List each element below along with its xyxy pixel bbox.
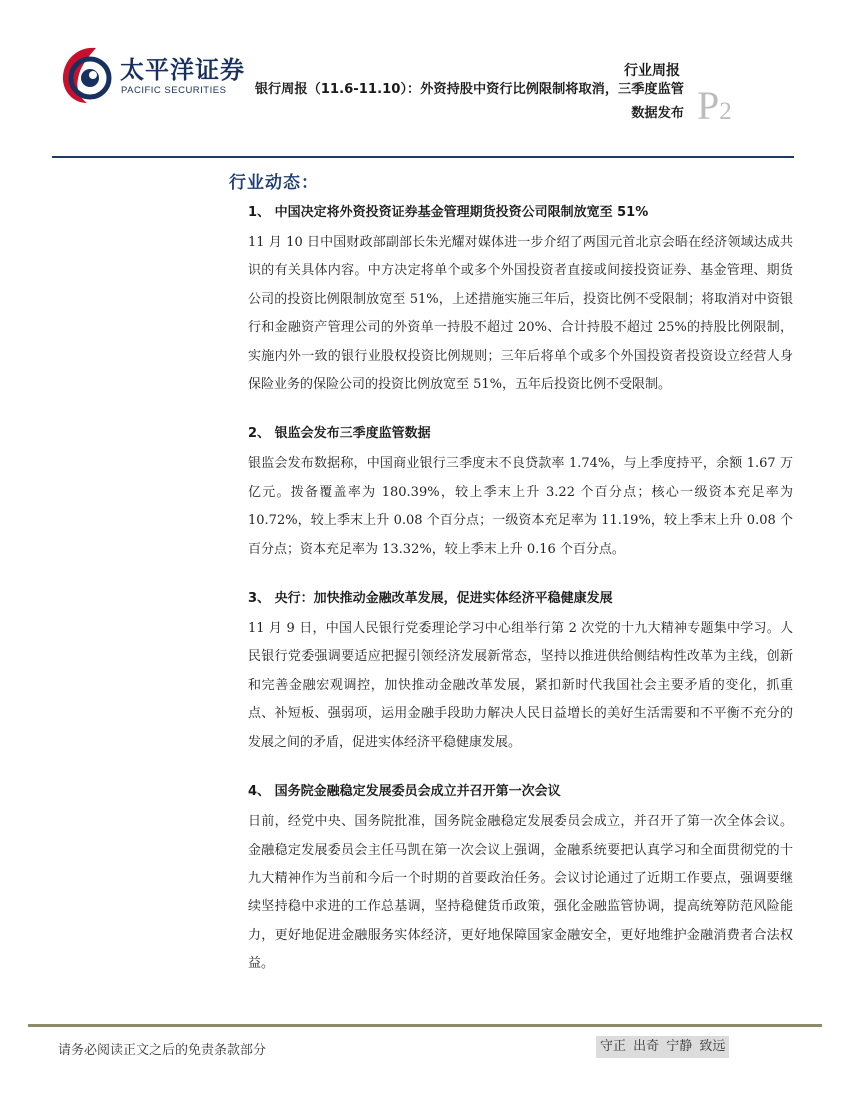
company-logo xyxy=(58,44,245,110)
disclaimer-note: 请务必阅读正文之后的免责条款部分 xyxy=(58,1043,267,1058)
news-heading: 3、 央行：加快推动金融改革发展，促进实体经济平稳健康发展 xyxy=(248,591,613,607)
news-item xyxy=(248,588,793,757)
brand-name-cn: 太平洋证券 xyxy=(120,56,245,84)
news-body: 11 月 10 日中国财政部副部长朱光耀对媒体进一步介绍了两国元首北京会晤在经济领域达成共识的有关具体内容。中方决定将单个或多个外国投资者直接或间接投资证券、基金管理、期货公司的投资比例限制放宽至 51%，上述措施实施三年后，投资比例不受限制；将取消对中资银行和金融资产管理公司的外资单一持股不超过 20%、合计持股不超过 25%的持股比例限制，实施内外一致的银行业股权投资比例规则；三年后将单个或多个外国投资者投资设立经营人身保险业务的保险公司的投资比例放宽至 51%，五年后投资比例不受限制。 xyxy=(248,235,793,393)
brand-name-en: PACIFIC SECURITIES xyxy=(121,85,227,96)
header-divider xyxy=(52,156,794,158)
news-body: 11 月 9 日，中国人民银行党委理论学习中心组举行第 2 次党的十九大精神专题集中学习。人民银行党委强调要适应把握引领经济发展新常态，坚持以推进供给侧结构性改革为主线，创新和完善金融宏观调控，加快推动金融改革发展，紧扣新时代我国社会主要矛盾的变化，抓重点、补短板、强弱项，运用金融手段助力解决人民日益增长的美好生活需要和不平衡不充分的发展之间的矛盾，促进实体经济平稳健康发展。 xyxy=(248,621,793,750)
news-heading: 2、 银监会发布三季度监管数据 xyxy=(248,426,431,442)
page-letter: P xyxy=(697,83,720,128)
page-digit: 2 xyxy=(719,98,732,125)
news-item xyxy=(248,423,793,564)
news-item xyxy=(248,202,793,399)
news-item xyxy=(248,781,793,978)
news-heading: 1、 中国决定将外资投资证券基金管理期货投资公司限制放宽至 51% xyxy=(248,205,649,220)
section-title: 行业动态： xyxy=(229,173,319,193)
news-body: 银监会发布数据称，中国商业银行三季度末不良贷款率 1.74%，与上季度持平，余额 1.67 万亿元。拨备覆盖率为 180.39%，较上季末上升 3.22 个百分点；核心一级资本充足率为 10.72%，较上季末上升 0.08 个百分点；一级资本充足率为 11.19%，较上季末上升 0.08 个百分点；资本充足率为 13.32%，较上季末上升 0.16 个百分点。 xyxy=(248,456,793,557)
pacific-securities-logo-icon xyxy=(58,44,118,106)
report-type: 行业周报 xyxy=(624,63,680,79)
report-title: 银行周报（11.6-11.10）：外资持股中资行比例限制将取消，三季度监管数据发布 xyxy=(254,82,684,121)
company-motto: 守正 出奇 宁静 致远 xyxy=(596,1036,729,1058)
news-body: 日前，经党中央、国务院批准，国务院金融稳定发展委员会成立，并召开了第一次全体会议。金融稳定发展委员会主任马凯在第一次会议上强调，金融系统要把认真学习和全面贯彻党的十九大精神作为当前和今后一个时期的首要政治任务。会议讨论通过了近期工作要点，强调要继续坚持稳中求进的工作总基调，坚持稳健货币政策，强化金融监管协调，提高统筹防范风险能力，更好地促进金融服务实体经济，更好地保障国家金融安全，更好地维护金融消费者合法权益。 xyxy=(248,814,793,972)
news-list xyxy=(248,202,793,1003)
page-number xyxy=(697,82,732,136)
footer-divider xyxy=(28,1024,822,1027)
news-heading: 4、 国务院金融稳定发展委员会成立并召开第一次会议 xyxy=(248,784,561,800)
